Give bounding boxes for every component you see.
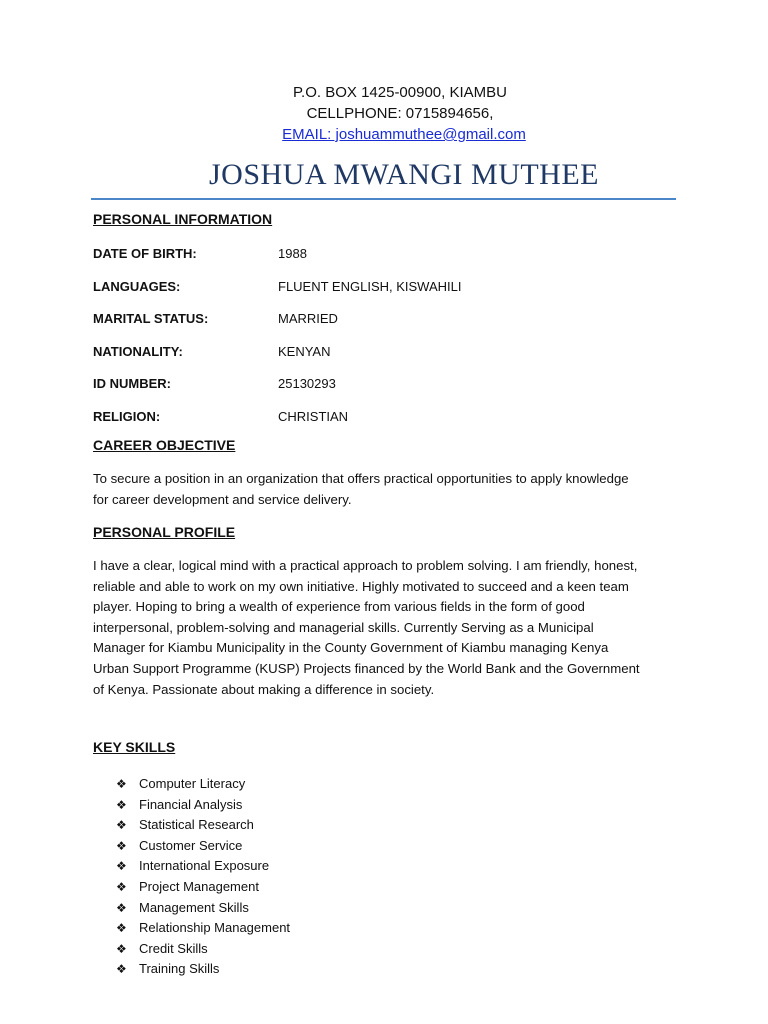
diamond-bullet-icon: ❖ (116, 777, 127, 791)
diamond-bullet-icon: ❖ (116, 859, 127, 874)
info-value: 25130293 (278, 376, 336, 391)
diamond-bullet-icon: ❖ (116, 962, 127, 977)
list-item (116, 918, 290, 939)
skill-label: International Exposure (139, 858, 270, 874)
info-label: NATIONALITY: (93, 344, 183, 359)
list-item (116, 959, 290, 980)
diamond-bullet-icon: ❖ (116, 879, 127, 894)
personal-profile-heading: PERSONAL PROFILE (93, 524, 236, 540)
info-label: LANGUAGES: (93, 279, 181, 294)
info-row-marital-status (93, 311, 653, 329)
skill-label: Financial Analysis (139, 796, 243, 812)
diamond-bullet-icon: ❖ (116, 838, 127, 853)
list-item (116, 939, 290, 960)
info-value: CHRISTIAN (278, 409, 349, 424)
list-item (116, 795, 290, 816)
info-label: MARITAL STATUS: (93, 311, 209, 326)
info-value: MARRIED (278, 311, 338, 326)
career-objective-heading: CAREER OBJECTIVE (93, 437, 236, 453)
info-label: ID NUMBER: (93, 376, 171, 391)
list-item (116, 898, 290, 919)
personal-information-heading: PERSONAL INFORMATION (93, 211, 273, 227)
info-value: 1988 (278, 246, 307, 261)
skill-label: Customer Service (139, 837, 243, 853)
diamond-bullet-icon: ❖ (116, 941, 127, 956)
info-row-nationality (93, 344, 653, 362)
info-row-languages (93, 279, 653, 297)
candidate-name: JOSHUA MWANGI MUTHEE (209, 158, 599, 191)
personal-profile-text: I have a clear, logical mind with a practical approach to problem solving. I am friendly, honest, reliable and able to work on my own initiative. Highly motivated to succeed and a keen team player. Hoping to bring a wealth of experience from various fields in the form of good interpersonal, problem-solving and managerial skills. Currently Serving as a Municipal Manager for Kiambu Municipality in the County Government of Kiambu managing Kenya Urban Support Programme (KUSP) Projects financed by the World Bank and the Government of Kenya. Passionate about making a difference in society. (93, 558, 640, 697)
diamond-bullet-icon: ❖ (116, 818, 127, 833)
cellphone: CELLPHONE: 0715894656, (306, 105, 494, 122)
info-row-date-of-birth (93, 246, 653, 264)
list-item (116, 877, 290, 898)
skill-label: Relationship Management (139, 920, 291, 936)
skill-label: Computer Literacy (139, 776, 246, 791)
skill-label: Training Skills (139, 961, 220, 977)
info-value: FLUENT ENGLISH, KISWAHILI (278, 279, 462, 294)
info-label: DATE OF BIRTH: (93, 246, 197, 261)
list-item (116, 774, 290, 795)
list-item (116, 836, 290, 857)
skill-label: Credit Skills (139, 940, 208, 956)
address: P.O. BOX 1425-00900, KIAMBU (292, 84, 507, 101)
info-value: KENYAN (278, 344, 331, 359)
email-link[interactable]: EMAIL: joshuammuthee@gmail.com (282, 126, 526, 143)
info-label: RELIGION: (93, 409, 161, 424)
header-divider (91, 198, 676, 200)
list-item (116, 856, 290, 877)
list-item (116, 815, 290, 836)
skill-label: Statistical Research (139, 817, 254, 833)
key-skills-heading: KEY SKILLS (93, 739, 176, 755)
info-row-id-number (93, 376, 653, 394)
diamond-bullet-icon: ❖ (116, 797, 127, 812)
contact-block (0, 82, 768, 145)
skill-label: Project Management (139, 878, 259, 894)
info-row-religion (93, 409, 653, 427)
diamond-bullet-icon: ❖ (116, 900, 127, 915)
skill-label: Management Skills (139, 899, 249, 915)
career-objective-text: To secure a position in an organization that offers practical opportunities to apply knowledge for career development and service delivery. (93, 471, 629, 507)
key-skills-list (116, 774, 290, 980)
diamond-bullet-icon: ❖ (116, 921, 127, 936)
